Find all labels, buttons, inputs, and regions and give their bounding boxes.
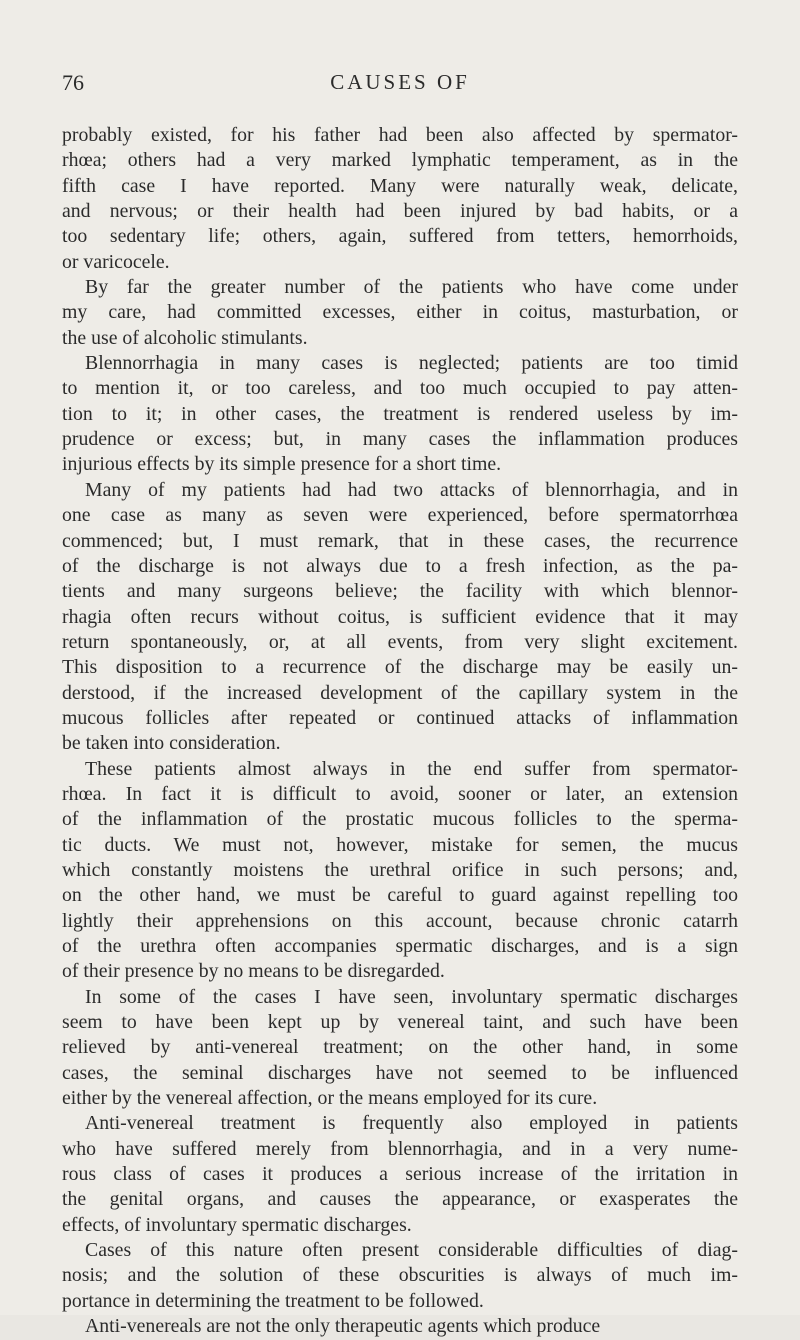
paragraph	[62, 1314, 738, 1339]
text-line: return spontaneously, or, at all events, from very slight excitement.	[62, 630, 738, 653]
text-line: be taken into consideration.	[62, 732, 281, 755]
text-line: nosis; and the solution of these obscurities is always of much im-	[62, 1264, 738, 1287]
paragraph	[62, 275, 738, 351]
text-line: By far the greater number of the patients who have come under	[85, 276, 738, 299]
body-text	[62, 123, 738, 1340]
text-line: the use of alcoholic stimulants.	[62, 326, 308, 349]
text-line: derstood, if the increased development of the capillary system in the	[62, 681, 738, 704]
text-line: one case as many as seven were experienced, before spermatorrhœa	[62, 504, 738, 527]
text-line: rhagia often recurs without coitus, is sufficient evidence that it may	[62, 605, 738, 628]
text-line: fifth case I have reported. Many were naturally weak, delicate,	[62, 174, 738, 197]
text-line: These patients almost always in the end suffer from spermator-	[85, 757, 738, 780]
text-line: Cases of this nature often present considerable difficulties of diag-	[85, 1239, 738, 1262]
text-line: mucous follicles after repeated or continued attacks of inflammation	[62, 706, 738, 729]
text-line: my care, had committed excesses, either in coitus, masturbation, or	[62, 301, 738, 324]
text-line: rhœa. In fact it is difficult to avoid, sooner or later, an extension	[62, 782, 738, 805]
paragraph	[62, 478, 738, 757]
text-line: either by the venereal affection, or the means employed for its cure.	[62, 1087, 598, 1110]
paragraph	[62, 1111, 738, 1238]
text-line: tients and many surgeons believe; the facility with which blennor-	[62, 580, 738, 603]
text-line: who have suffered merely from blennorrhagia, and in a very nume-	[62, 1137, 738, 1160]
text-line: relieved by anti-venereal treatment; on the other hand, in some	[62, 1036, 738, 1059]
paragraph	[62, 123, 738, 275]
text-line: cases, the seminal discharges have not seemed to be influenced	[62, 1061, 738, 1084]
text-line: tic ducts. We must not, however, mistake for semen, the mucus	[62, 833, 738, 856]
text-line: Many of my patients had had two attacks of blennorrhagia, and in	[85, 478, 738, 501]
text-line: of the inflammation of the prostatic mucous follicles to the sperma-	[62, 808, 738, 831]
paragraph	[62, 985, 738, 1112]
text-line: too sedentary life; others, again, suffered from tetters, hemorrhoids,	[62, 225, 738, 248]
text-line: the genital organs, and causes the appearance, or exasperates the	[62, 1188, 738, 1211]
text-line: rhœa; others had a very marked lymphatic temperament, as in the	[62, 149, 738, 172]
text-line: commenced; but, I must remark, that in these cases, the recurrence	[62, 529, 738, 552]
text-line: probably existed, for his father had been also affected by spermator-	[62, 124, 738, 146]
text-line: Anti-venereal treatment is frequently also employed in patients	[85, 1112, 738, 1135]
text-line: of their presence by no means to be disregarded.	[62, 960, 445, 983]
text-line: lightly their apprehensions on this account, because chronic catarrh	[62, 909, 738, 932]
text-line: injurious effects by its simple presence for a short time.	[62, 453, 502, 476]
text-line: prudence or excess; but, in many cases the inflammation produces	[62, 428, 738, 451]
text-line: This disposition to a recurrence of the discharge may be easily un-	[62, 656, 738, 679]
text-line: In some of the cases I have seen, involuntary spermatic discharges	[85, 985, 738, 1008]
text-line: on the other hand, we must be careful to guard against repelling too	[62, 884, 738, 907]
text-line: seem to have been kept up by venereal taint, and such have been	[62, 1011, 738, 1034]
text-line: rous class of cases it produces a serious increase of the irritation in	[62, 1163, 738, 1186]
text-line: of the discharge is not always due to a fresh infection, as the pa-	[62, 554, 738, 577]
text-line: Blennorrhagia in many cases is neglected; patients are too timid	[85, 352, 738, 375]
text-line: to mention it, or too careless, and too much occupied to pay atten-	[62, 377, 738, 400]
text-line: tion to it; in other cases, the treatment is rendered useless by im-	[62, 402, 738, 425]
text-line: of the urethra often accompanies spermatic discharges, and is a sign	[62, 935, 738, 957]
paragraph	[62, 351, 738, 478]
running-head: CAUSES OF	[330, 70, 470, 94]
paragraph	[62, 1238, 738, 1314]
text-line: and nervous; or their health had been injured by bad habits, or a	[62, 200, 738, 223]
text-line: or varicocele.	[62, 250, 170, 273]
text-line: effects, of involuntary spermatic discharges.	[62, 1213, 412, 1236]
text-line: which constantly moistens the urethral orifice in such persons; and,	[62, 858, 738, 881]
page-number: 76	[62, 70, 84, 95]
paragraph	[62, 757, 738, 985]
text-line: Anti-venereals are not the only therapeutic agents which produce	[85, 1315, 601, 1338]
text-line: portance in determining the treatment to be followed.	[62, 1289, 484, 1312]
